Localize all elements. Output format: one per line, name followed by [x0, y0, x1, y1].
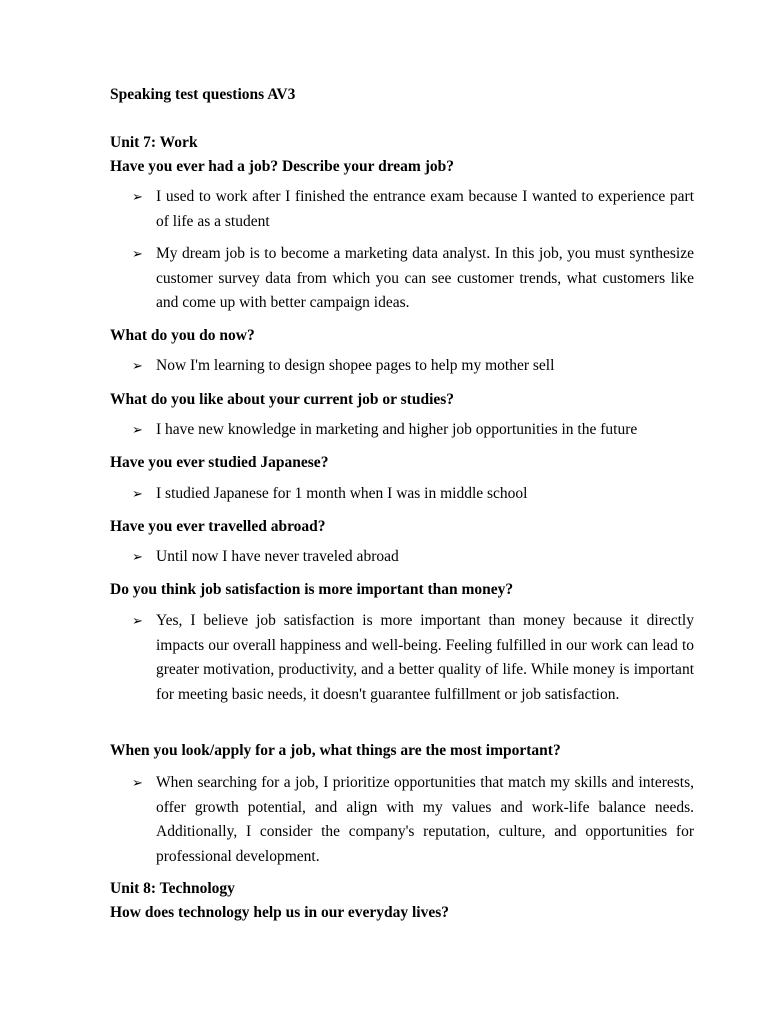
arrow-bullet-icon: ➢ [132, 613, 143, 628]
question-text: Have you ever studied Japanese? [110, 454, 329, 471]
answer-bullet [110, 771, 694, 869]
answer-bullet [110, 354, 694, 379]
answer-bullet [110, 545, 694, 570]
unit-heading: Unit 7: Work [110, 134, 198, 151]
arrow-bullet-icon: ➢ [132, 422, 143, 437]
answer-text: When searching for a job, I prioritize opportunities that match my skills and interests, offer growth potential, and align with my values and work-life balance needs. Additionally, I consider the company's reputation, culture, and opportunities for professional development. [156, 774, 694, 865]
question-text: Have you ever had a job? Describe your dream job? [110, 158, 454, 175]
answer-text: My dream job is to become a marketing data analyst. In this job, you must synthesize customer survey data from which you can see customer trends, what customers like and come up with better campaign ideas. [156, 245, 694, 311]
answer-bullet [110, 185, 694, 234]
answer-bullet [110, 609, 694, 707]
arrow-bullet-icon: ➢ [132, 775, 143, 790]
question-text: Have you ever travelled abroad? [110, 518, 326, 535]
document-title: Speaking test questions AV3 [110, 86, 296, 103]
arrow-bullet-icon: ➢ [132, 189, 143, 204]
answer-text: I have new knowledge in marketing and higher job opportunities in the future [156, 421, 638, 438]
arrow-bullet-icon: ➢ [132, 549, 143, 564]
unit-heading: Unit 8: Technology [110, 880, 235, 897]
arrow-bullet-icon: ➢ [132, 486, 143, 501]
answer-bullet [110, 482, 694, 507]
answer-text: Now I'm learning to design shopee pages to help my mother sell [156, 357, 555, 374]
arrow-bullet-icon: ➢ [132, 246, 143, 261]
answer-bullet [110, 418, 694, 443]
question-text: How does technology help us in our everyday lives? [110, 904, 450, 921]
answer-bullet [110, 242, 694, 316]
answer-text: Yes, I believe job satisfaction is more important than money because it directly impacts our overall happiness and well-being. Feeling fulfilled in our work can lead to greater motivation, productivity, and a better quality of life. While money is important for meeting basic needs, it doesn't guarantee fulfillment or job satisfaction. [156, 612, 694, 703]
question-text: When you look/apply for a job, what things are the most important? [110, 742, 561, 759]
question-text: What do you like about your current job or studies? [110, 391, 455, 408]
question-text: Do you think job satisfaction is more important than money? [110, 581, 514, 598]
arrow-bullet-icon: ➢ [132, 358, 143, 373]
answer-text: I studied Japanese for 1 month when I was in middle school [156, 485, 528, 502]
answer-text: I used to work after I finished the entrance exam because I wanted to experience part of life as a student [156, 188, 694, 230]
question-text: What do you do now? [110, 327, 255, 344]
answer-text: Until now I have never traveled abroad [156, 548, 399, 565]
